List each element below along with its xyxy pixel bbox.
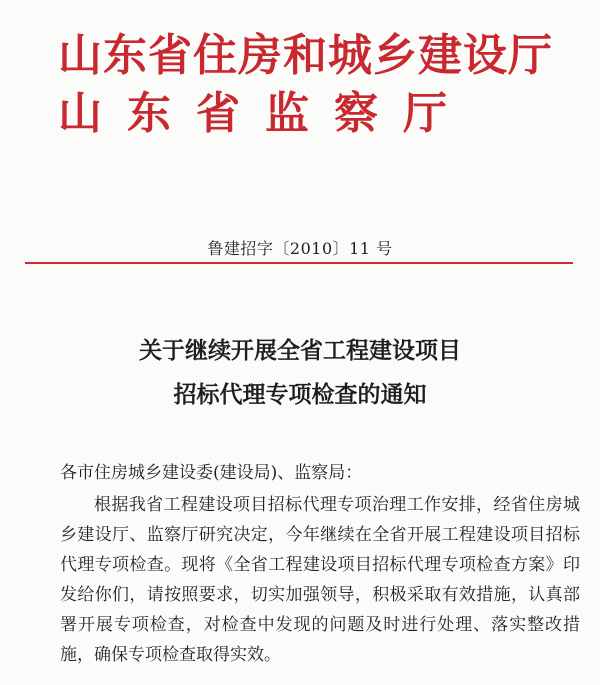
issuing-agency-line-1: 山东省住房和城乡建设厅 [58, 30, 553, 81]
document-number: 鲁建招字〔2010〕11 号 [207, 239, 393, 258]
body-paragraph: 根据我省工程建设项目招标代理专项治理工作安排，经省住房城乡建设厅、监察厅研究决定，今年继续在全省开展工程建设项目招标代理专项检查。现将《全省工程建设项目招标代理专项检查方案》印发给你们，请按照要求，切实加强领导，积极采取有效措施，认真部署开展专项检查，对检查中发现的问题及时进行处理、落实整改措施，确保专项检查取得实效。 [60, 495, 580, 665]
document-title-line-1: 关于继续开展全省工程建设项目 [139, 337, 461, 364]
salutation: 各市住房城乡建设委(建设局)、监察局： [60, 463, 363, 483]
document-title-line-2: 招标代理专项检查的通知 [173, 381, 427, 408]
red-divider-rule [25, 262, 573, 264]
issuing-agency-line-2: 山东省监察厅 [58, 88, 472, 139]
